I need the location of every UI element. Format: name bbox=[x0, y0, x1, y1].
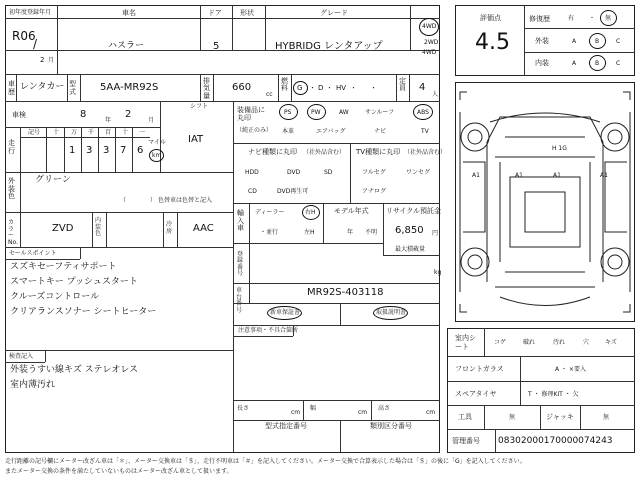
digit-label-4: 百 bbox=[105, 129, 112, 136]
mileage-digit-2: 3 bbox=[86, 145, 93, 156]
navi-note: （社外品含む） bbox=[303, 149, 346, 156]
digit-label-0: 記号 bbox=[28, 129, 41, 136]
chassis-label: 車台番号 bbox=[236, 287, 243, 314]
caution-label: 注意事項・不具合箇所 bbox=[238, 327, 299, 334]
int-a: A bbox=[572, 60, 577, 67]
seat-scratch: キズ bbox=[605, 339, 617, 346]
diagram-mark-a1-left: A1 bbox=[472, 172, 480, 179]
equipment-sublabel: （純正のみ） bbox=[236, 127, 273, 134]
height-unit: cm bbox=[426, 409, 436, 416]
mileage-unit-mile: マイル bbox=[148, 139, 166, 146]
type-label: 型式指定番号 bbox=[265, 422, 307, 430]
footer-note-2: またメーター交換の条件を満たしていないものはメーター改ざん車として扱います。 bbox=[5, 468, 233, 475]
disp-value: 660 bbox=[232, 82, 252, 93]
import-dealer: ディーラー bbox=[255, 209, 285, 216]
exterior-paren-open: （ bbox=[120, 197, 127, 204]
import-parallel: ・並行 bbox=[260, 229, 279, 236]
manual-label: 取扱説明書 bbox=[376, 309, 407, 316]
seat-tear: 破れ bbox=[523, 339, 536, 346]
model-label: 型式 bbox=[69, 80, 76, 96]
inspection-label: 車検 bbox=[12, 111, 26, 119]
recycle-unit: 円 bbox=[432, 230, 439, 237]
car-diagram bbox=[455, 82, 635, 322]
tv-oneseg: ワンセグ bbox=[406, 169, 431, 176]
color-code-value: ZVD bbox=[52, 223, 74, 234]
equip-leather: 本革 bbox=[282, 128, 295, 135]
tv-fullseg: フルセグ bbox=[362, 169, 386, 176]
capacity-value: 4 bbox=[419, 82, 426, 93]
sales-point-2: スマートキー プッシュスタート bbox=[10, 277, 138, 287]
jack-label: ジャッキ bbox=[546, 413, 574, 421]
int-label: 内装 bbox=[535, 59, 549, 67]
ac-label: 冷房 bbox=[166, 221, 173, 235]
drive-4wd-top: 4WD bbox=[422, 23, 437, 30]
front-glass-value: A ・ ×要入 bbox=[555, 366, 586, 373]
repair-label: 修復歴 bbox=[529, 15, 550, 23]
shift-label: シフト bbox=[190, 103, 209, 110]
exterior-value: グリーン bbox=[35, 175, 71, 185]
first-reg-year: R06 bbox=[12, 29, 36, 43]
length-unit: cm bbox=[291, 409, 301, 416]
exterior-label: 外装色 bbox=[8, 177, 15, 201]
color-code-label: カラーNo. bbox=[8, 219, 18, 246]
first-reg-month-unit: 月 bbox=[48, 57, 55, 64]
ext-c: C bbox=[616, 38, 621, 45]
disp-label: 排気量 bbox=[203, 77, 210, 100]
width-label: 幅 bbox=[310, 405, 317, 412]
navi-cd: CD bbox=[248, 188, 257, 195]
mileage-digit-3: 3 bbox=[103, 145, 110, 156]
drive-4wd-bottom: 4WD bbox=[422, 49, 437, 56]
inspector-note-1: 外装うすい線キズ ステレオレス bbox=[10, 365, 139, 375]
repair-has: 有 bbox=[568, 15, 575, 22]
usage-value: レンタカー bbox=[20, 82, 65, 92]
front-glass-label: フロントガラス bbox=[455, 365, 504, 373]
diagram-mark-a1-center-right: A1 bbox=[553, 172, 561, 179]
ext-label: 外装 bbox=[535, 37, 549, 45]
length-label: 長さ bbox=[237, 405, 250, 412]
fuel-g: G bbox=[297, 84, 303, 92]
inspection-year: 8 bbox=[80, 109, 87, 120]
first-reg-month: 2 bbox=[40, 56, 45, 64]
first-reg-label: 初年度登録年月 bbox=[9, 9, 52, 16]
tv-label: TV種類に丸印 bbox=[356, 148, 401, 156]
int-b: B bbox=[595, 60, 600, 67]
model-year-label: モデル年式 bbox=[334, 207, 369, 215]
diagram-mark-a1-center-left: A1 bbox=[515, 172, 523, 179]
car-name-value: ハスラー bbox=[108, 41, 145, 51]
seat-hole: 穴 bbox=[583, 339, 590, 346]
steering-right: 右H bbox=[305, 209, 316, 216]
equip-aw: AW bbox=[339, 109, 349, 116]
load-label: 最大積載量 bbox=[395, 246, 426, 253]
sales-point-4: クリアランスソナー シートヒーター bbox=[10, 307, 157, 317]
repair-none: 無 bbox=[605, 15, 612, 22]
fuel-sep-1: ・ bbox=[309, 84, 316, 92]
jack-value: 無 bbox=[603, 414, 610, 421]
diagram-mark-a1-right: A1 bbox=[600, 172, 608, 179]
score-value: 4.5 bbox=[475, 30, 510, 55]
chassis-value: MR92S-403118 bbox=[307, 287, 384, 298]
capacity-unit: 人 bbox=[432, 91, 439, 98]
inspection-month-unit: 月 bbox=[148, 117, 155, 124]
inspection-month: 2 bbox=[125, 109, 132, 120]
usage-label: 車歴 bbox=[8, 80, 15, 96]
mileage-label: 走行 bbox=[8, 139, 15, 155]
ext-a: A bbox=[572, 38, 577, 45]
tv-analog: アナログ bbox=[362, 188, 387, 195]
tv-note: （社外品含む） bbox=[404, 149, 447, 156]
shift-value: IAT bbox=[188, 134, 204, 145]
inspection-year-unit: 年 bbox=[105, 117, 112, 124]
sales-point-3: クルーズコントロール bbox=[10, 292, 100, 302]
exterior-note: 色替車は色替と記入 bbox=[158, 197, 213, 204]
grade-label: グレード bbox=[320, 9, 348, 17]
footer-note-1: 走行距離の記号欄にメーター改ざん車は「＊」、メーター交換車は「＄」、走行不明車は「＃」を記入してください。メーター交換で合算表示した場合は「＄」の後に「G」を記入してください。 bbox=[5, 458, 526, 465]
grade-value: HYBRIDG レンタアップ bbox=[275, 41, 383, 52]
import-label: 輸入車 bbox=[237, 209, 244, 233]
navi-dvd: DVD bbox=[287, 169, 301, 176]
seat-burn: コゲ bbox=[494, 339, 507, 346]
int-c: C bbox=[616, 60, 621, 67]
seat-stain: 汚れ bbox=[553, 339, 566, 346]
digit-label-6: 一 bbox=[139, 129, 146, 136]
equipment-label: 装備品に丸印 bbox=[237, 106, 265, 123]
disp-unit: cc bbox=[266, 91, 273, 98]
mileage-digit-4: 7 bbox=[120, 145, 127, 156]
spare-label: スペアタイヤ bbox=[455, 390, 497, 398]
steering-left: 左H bbox=[304, 229, 315, 236]
navi-sd: SD bbox=[324, 169, 333, 176]
spare-value: T ・ 修理KIT ・ 欠 bbox=[528, 391, 579, 398]
tools-label: 工具 bbox=[458, 413, 472, 421]
class-label: 類別区分番号 bbox=[370, 422, 412, 430]
drive-2wd: 2WD bbox=[424, 39, 439, 46]
fuel-sep-3: ・ bbox=[350, 84, 357, 92]
score-label: 評価点 bbox=[480, 14, 501, 22]
model-year-year: 年 bbox=[347, 229, 354, 236]
fuel-d: D bbox=[318, 84, 324, 92]
navi-hdd: HDD bbox=[245, 169, 259, 176]
recycle-value: 6,850 bbox=[395, 225, 424, 236]
fuel-label: 燃料 bbox=[281, 77, 288, 93]
equip-tv: TV bbox=[421, 128, 429, 135]
navi-dvd-play: DVD再生可 bbox=[277, 188, 309, 195]
model-value: 5AA-MR92S bbox=[100, 82, 159, 93]
height-label: 高さ bbox=[378, 405, 391, 412]
repair-dot: ・ bbox=[589, 15, 596, 22]
mileage-digit-1: 1 bbox=[69, 145, 76, 156]
fuel-hv: HV bbox=[336, 84, 347, 92]
model-year-value: 不明 bbox=[365, 229, 378, 236]
inspector-note-2: 室内薄汚れ bbox=[10, 380, 56, 390]
sales-point-1: スズキセーフティサポート bbox=[10, 262, 117, 272]
door-value: 5 bbox=[213, 41, 220, 52]
reg-no-label: 登録番号 bbox=[237, 251, 244, 277]
car-name-label: 車名 bbox=[122, 9, 136, 17]
digit-label-1: 十 bbox=[53, 129, 60, 136]
navi-label: ナビ種類に丸印 bbox=[248, 148, 297, 156]
load-unit: kg bbox=[434, 269, 442, 276]
equip-airbag: エアバッグ bbox=[316, 128, 346, 135]
shape-label: 形状 bbox=[240, 9, 254, 17]
fuel-sep-4: ・ bbox=[370, 84, 377, 92]
tools-value: 無 bbox=[509, 414, 516, 421]
inspector-label: 検査記入 bbox=[9, 353, 34, 360]
digit-label-2: 万 bbox=[71, 129, 78, 136]
mileage-unit-km: km bbox=[152, 152, 162, 159]
first-reg-slash: / bbox=[33, 37, 38, 51]
fuel-sep-2: ・ bbox=[326, 84, 333, 92]
ext-b: B bbox=[595, 38, 600, 45]
door-label: ドア bbox=[208, 9, 222, 17]
exterior-paren-close: ） bbox=[150, 197, 157, 204]
digit-label-3: 千 bbox=[88, 129, 95, 136]
width-unit: cm bbox=[358, 409, 368, 416]
equip-abs: ABS bbox=[417, 109, 429, 116]
seat-label: 室内シート bbox=[455, 334, 476, 352]
mgmt-value: 08302000170000074243 bbox=[498, 436, 613, 446]
warranty-label: 新車保証書 bbox=[270, 309, 301, 316]
ac-value: AAC bbox=[193, 223, 214, 234]
equip-pw: PW bbox=[311, 109, 321, 116]
equip-ps: PS bbox=[284, 109, 292, 116]
equip-navi: ナビ bbox=[374, 128, 387, 135]
recycle-label: リサイクル預託金 bbox=[386, 207, 442, 215]
diagram-mark-h1g: H 1G bbox=[552, 145, 567, 152]
mgmt-label: 管理番号 bbox=[452, 437, 480, 445]
mileage-digit-5: 6 bbox=[137, 145, 144, 156]
interior-color-label: 内装色 bbox=[95, 217, 102, 238]
sales-points-label: セールスポイント bbox=[9, 250, 57, 257]
equip-sunroof: サンルーフ bbox=[365, 109, 395, 116]
capacity-label: 定員 bbox=[399, 77, 406, 93]
digit-label-5: 十 bbox=[122, 129, 129, 136]
